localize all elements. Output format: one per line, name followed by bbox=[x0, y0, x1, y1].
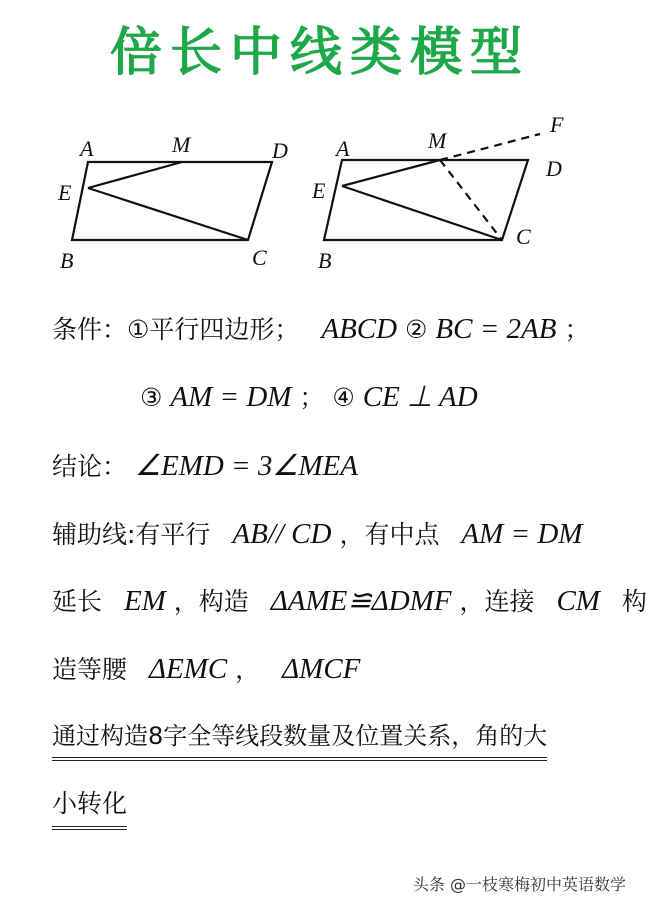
aux-1d: AM = DM bbox=[461, 518, 583, 550]
aux-line-1 bbox=[52, 515, 582, 551]
conditions-line-1 bbox=[52, 310, 589, 346]
parallelogram-abcd-1 bbox=[72, 162, 272, 240]
label-f-2: F bbox=[550, 112, 564, 137]
conclusion-expr: ∠EMD = 3∠MEA bbox=[134, 450, 358, 482]
page-title: 倍长中线类模型 bbox=[109, 23, 530, 83]
summary-line-2: 小转化 bbox=[52, 784, 127, 830]
aux-1b: AB// CD bbox=[232, 518, 332, 550]
label-m-2: M bbox=[428, 128, 447, 153]
parallelogram-abcd-2 bbox=[324, 160, 528, 240]
segment-em-1 bbox=[88, 162, 182, 188]
label-b-2: B bbox=[318, 248, 332, 273]
conclusion-line bbox=[52, 447, 358, 483]
conditions-sep: ； bbox=[299, 383, 325, 412]
label-a-1: A bbox=[80, 136, 94, 161]
condition-3: AM = DM bbox=[170, 381, 292, 413]
condition-1: ABCD bbox=[321, 313, 398, 345]
watermark: 头条 @一枝寒梅初中英语数学 bbox=[412, 875, 626, 894]
aux-line-2 bbox=[52, 582, 647, 618]
segment-em-2 bbox=[342, 160, 440, 186]
aux-2f: CM bbox=[556, 585, 600, 617]
segment-ec-1 bbox=[88, 188, 248, 240]
aux-1c: ，有中点 bbox=[339, 520, 440, 549]
conditions-end-1: ； bbox=[564, 315, 590, 344]
conditions-label: 条件：①平行四边形； bbox=[52, 315, 300, 344]
condition-2: BC = 2AB bbox=[435, 313, 557, 345]
aux-2g: 构 bbox=[621, 587, 647, 616]
aux-2e: ，连接 bbox=[459, 587, 535, 616]
condition-4-number: ④ bbox=[332, 383, 355, 412]
segment-mf-dashed bbox=[440, 134, 540, 160]
figure-1 bbox=[72, 162, 272, 240]
aux-2c: ，构造 bbox=[173, 587, 249, 616]
condition-2-number: ② bbox=[405, 315, 428, 344]
aux-3c: ， bbox=[235, 655, 261, 684]
segment-ec-2 bbox=[342, 186, 502, 240]
aux-2a: 延长 bbox=[52, 587, 103, 616]
label-e-1: E bbox=[58, 180, 72, 205]
aux-2b: EM bbox=[123, 585, 166, 617]
condition-3-number: ③ bbox=[140, 383, 163, 412]
label-d-1: D bbox=[272, 138, 288, 163]
label-c-1: C bbox=[252, 245, 267, 270]
aux-1a: 辅助线:有平行 bbox=[52, 520, 211, 549]
label-a-2: A bbox=[336, 136, 350, 161]
label-c-2: C bbox=[516, 224, 531, 249]
aux-2d: ΔAME≌ΔDMF bbox=[270, 585, 452, 617]
aux-3b: ΔEMC bbox=[148, 653, 228, 685]
condition-4: CE ⊥ AD bbox=[362, 381, 478, 413]
label-d-2: D bbox=[546, 156, 562, 181]
geometry-figures bbox=[0, 110, 640, 280]
summary-line-1: 通过构造8字全等线段数量及位置关系，角的大 bbox=[52, 716, 547, 761]
label-b-1: B bbox=[60, 248, 74, 273]
label-e-2: E bbox=[312, 178, 326, 203]
conditions-line-2 bbox=[140, 378, 478, 414]
segment-mc-dashed bbox=[440, 160, 502, 240]
label-m-1: M bbox=[172, 132, 191, 157]
aux-3a: 造等腰 bbox=[52, 655, 128, 684]
aux-3d: ΔMCF bbox=[282, 653, 361, 685]
conclusion-label: 结论： bbox=[52, 452, 128, 481]
aux-line-3 bbox=[52, 650, 360, 686]
